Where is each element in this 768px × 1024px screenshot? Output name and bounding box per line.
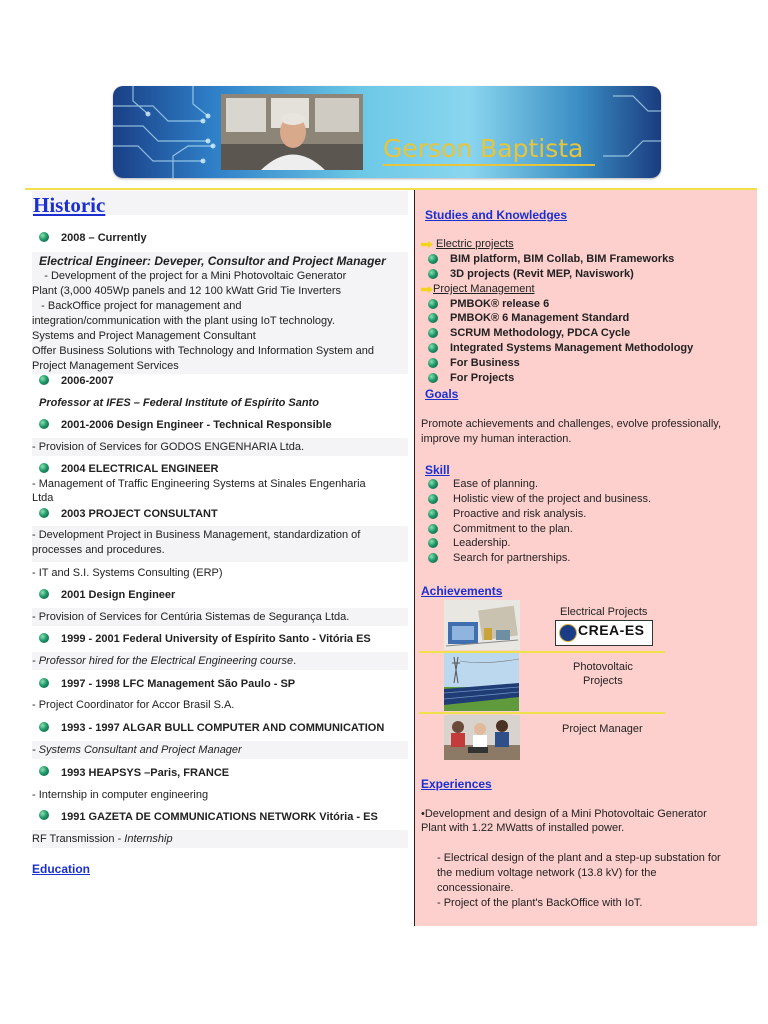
entry-line-italic: - Professor hired for the Electrical Engineering course [32, 655, 294, 667]
globe-bullet-icon [428, 494, 438, 504]
entry-line: - Development of the project for a Mini Photovoltaic Generator [32, 270, 347, 282]
globe-bullet-icon [428, 524, 438, 534]
globe-bullet-icon [428, 509, 438, 519]
skill-item: Search for partnerships. [453, 552, 571, 564]
studies-item: 3D projects (Revit MEP, Naviswork) [450, 268, 634, 280]
studies-item: Integrated Systems Management Methodology [450, 342, 694, 354]
goals-line: Promote achievements and challenges, evolve professionally, [421, 418, 722, 430]
entry-line: - Provision of Services for Centúria Sistemas de Segurança Ltda. [32, 611, 350, 623]
entry-line: Project Management Services [32, 360, 179, 372]
globe-bullet-icon [39, 463, 49, 473]
entry-heading: 2001 Design Engineer [61, 589, 176, 601]
skill-item: Commitment to the plan. [453, 523, 573, 535]
globe-bullet-icon [428, 313, 438, 323]
skill-link[interactable]: Skill [425, 463, 450, 477]
entry-line: - Provision of Services for GODOS ENGENHARIA Ltda. [32, 441, 305, 453]
globe-bullet-icon [39, 375, 49, 385]
globe-bullet-icon [39, 508, 49, 518]
entry-heading: 2006-2007 [61, 375, 114, 387]
globe-bullet-icon [428, 553, 438, 563]
historic-title: Historic [33, 193, 106, 217]
globe-bullet-icon [428, 328, 438, 338]
globe-bullet-icon [428, 299, 438, 309]
profile-photo [221, 94, 363, 170]
project-manager-image [444, 715, 520, 760]
globe-bullet-icon [428, 373, 438, 383]
entry-line: Ltda [32, 492, 54, 504]
photovoltaic-projects-image [444, 653, 519, 711]
entry-subtitle: Electrical Engineer: Deveper, Consultor and Project Manager [39, 254, 386, 268]
entry-line: Systems and Project Management Consultant [32, 330, 256, 342]
experience-line: - Electrical design of the plant and a step-up substation for [437, 852, 721, 864]
globe-bullet-icon [39, 810, 49, 820]
entry-line-italic: Internship [124, 833, 173, 845]
entry-line: processes and procedures. [32, 544, 165, 556]
entry-line: - Management of Traffic Engineering Systems at Sinales Engenharia [32, 478, 366, 490]
entry-heading: 1993 HEAPSYS –Paris, FRANCE [61, 767, 230, 779]
skill-item: Holistic view of the project and business. [453, 493, 652, 505]
entry-line: - Project Coordinator for Accor Brasil S.A. [32, 699, 235, 711]
globe-bullet-icon [39, 589, 49, 599]
entry-heading: 1997 - 1998 LFC Management São Paulo - SP [61, 678, 296, 690]
header-banner [113, 86, 661, 178]
globe-bullet-icon [39, 722, 49, 732]
achievement-divider [419, 712, 665, 714]
crea-logo-text: CREA-ES [578, 622, 645, 638]
entry-heading: 1999 - 2001 Federal University of Espírito Santo - Vitória ES [61, 633, 371, 645]
achievement-label: Photovoltaic [573, 661, 633, 673]
entry-line-end: . [293, 655, 297, 667]
skill-item: Proactive and risk analysis. [453, 508, 587, 520]
column-divider [414, 190, 415, 926]
globe-bullet-icon [428, 254, 438, 264]
crea-seal-icon [559, 624, 577, 642]
education-link[interactable]: Education [32, 862, 91, 876]
electrical-projects-image [444, 600, 520, 650]
achievement-label: Electrical Projects [560, 606, 648, 618]
globe-bullet-icon [39, 232, 49, 242]
globe-bullet-icon [428, 343, 438, 353]
studies-item: PMBOK® 6 Management Standard [450, 312, 630, 324]
globe-bullet-icon [39, 678, 49, 688]
goals-line: improve my human interaction. [421, 433, 572, 445]
crea-es-logo [555, 620, 653, 646]
entry-line: - Internship in computer engineering [32, 789, 209, 801]
studies-item: BIM platform, BIM Collab, BIM Frameworks [450, 253, 675, 265]
person-name: Gerson Baptista [383, 134, 595, 166]
studies-item: For Projects [450, 372, 515, 384]
studies-item: PMBOK® release 6 [450, 298, 550, 310]
goals-link[interactable]: Goals [425, 387, 459, 401]
entry-heading: 2003 PROJECT CONSULTANT [61, 508, 218, 520]
experience-line: •Development and design of a Mini Photovoltaic Generator [421, 808, 707, 820]
achievement-label: Project Manager [562, 723, 643, 735]
studies-link[interactable]: Studies and Knowledges [425, 208, 568, 222]
entry-line: Plant (3,000 405Wp panels and 12 100 kWatt Grid Tie Inverters [32, 285, 341, 297]
entry-line: - Systems Consultant and Project Manager [32, 744, 242, 756]
entry-heading: 1991 GAZETA DE COMMUNICATIONS NETWORK Vitória - ES [61, 811, 378, 823]
entry-heading: 2008 – Currently [61, 232, 147, 244]
entry-line: - IT and S.I. Systems Consulting (ERP) [32, 567, 223, 579]
skill-item: Leadership. [453, 537, 511, 549]
globe-bullet-icon [428, 269, 438, 279]
experience-line: concessionaire. [437, 882, 514, 894]
globe-bullet-icon [39, 766, 49, 776]
entry-line [32, 655, 296, 667]
entry-line [32, 833, 173, 845]
skill-item: Ease of planning. [453, 478, 539, 490]
entry-heading: 2001-2006 Design Engineer - Technical Responsible [61, 419, 332, 431]
globe-bullet-icon [428, 358, 438, 368]
studies-item: For Business [450, 357, 520, 369]
experience-line: Plant with 1.22 MWatts of installed power. [421, 822, 625, 834]
entry-heading: 2004 ELECTRICAL ENGINEER [61, 463, 219, 475]
entry-subtitle: Professor at IFES – Federal Institute of Espírito Santo [39, 397, 319, 409]
entry-line: - Development Project in Business Management, standardization of [32, 529, 361, 541]
globe-bullet-icon [428, 479, 438, 489]
studies-group-label: Electric projects [436, 238, 514, 250]
experience-line: the medium voltage network (13.8 kV) for the [437, 867, 657, 879]
studies-item: SCRUM Methodology, PDCA Cycle [450, 327, 631, 339]
globe-bullet-icon [428, 538, 438, 548]
globe-bullet-icon [39, 633, 49, 643]
entry-line: - BackOffice project for management and [32, 300, 242, 312]
achievement-label: Projects [583, 675, 623, 687]
entry-line-start: RF Transmission - [32, 833, 125, 845]
studies-group-label: Project Management [433, 283, 535, 295]
entry-line: Offer Business Solutions with Technology and Information System and [32, 345, 375, 357]
experiences-link[interactable]: Experiences [421, 777, 492, 791]
experience-line: - Project of the plant's BackOffice with IoT. [437, 897, 643, 909]
entry-heading: 1993 - 1997 ALGAR BULL COMPUTER AND COMMUNICATION [61, 722, 385, 734]
achievements-link[interactable]: Achievements [421, 584, 503, 598]
globe-bullet-icon [39, 419, 49, 429]
entry-line: integration/communication with the plant using IoT technology. [32, 315, 335, 327]
